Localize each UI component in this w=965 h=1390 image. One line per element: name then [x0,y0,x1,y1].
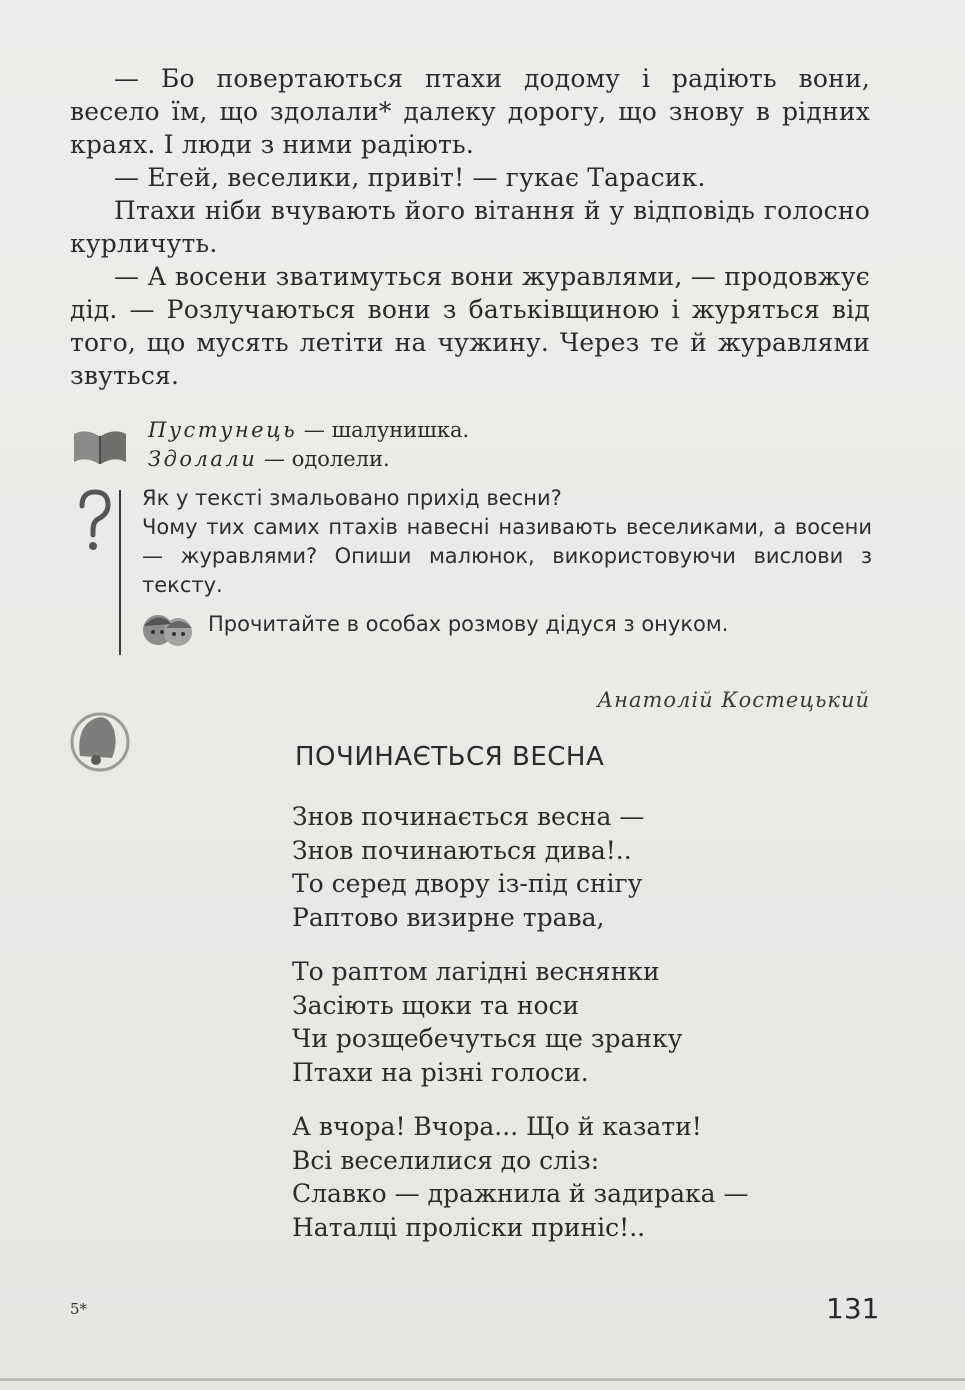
signature-mark: 5* [70,1300,88,1318]
poem-line: Чи розщебечуться ще зранку [292,1024,683,1053]
poem-line: Птахи на різні голоси. [292,1057,589,1087]
poem-author: Анатолій Костецький [597,688,870,712]
bell-icon [66,704,130,774]
story-paragraph-4: — А восени зватимуться вони журавлями, — продовжує дід. — Розлучаються вони з батьківщиною і журяться від того, що мусять летіти на чужину. Через те й журавлями звуться. [70,262,870,390]
story-paragraph-1: — Бо повертаються птахи додому і радіють вони, весело їм, що здолали* далеку дорогу, що знову в рідних краях. І люди з ними радіють. [70,64,870,159]
poem-line: Славко — дражнила й задирака — [292,1179,749,1208]
questions-block [142,484,872,600]
glossary [148,416,469,474]
poem-line: Засіють щоки та носи [292,990,580,1020]
glossary-term: Пустунець [148,418,298,442]
page-bottom-edge [0,1378,965,1381]
glossary-term: Здолали [148,447,258,471]
poem-line: Знов починаються дива!.. [292,835,632,865]
poem-stanza-1 [292,800,644,934]
story-text [70,62,870,392]
poem-line: Всі веселилися до сліз: [292,1145,600,1175]
glossary-entry-1 [148,416,469,445]
poem-stanza-3 [292,1110,749,1244]
question-mark-icon [74,488,114,554]
poem-line: Знов починається весна — [292,802,645,831]
questions-divider [119,490,121,655]
glossary-entry-2 [148,445,469,474]
question-2: Чому тих самих птахів навесні називають веселиками, а восени — журавлями? Опиши малюнок, використовуючи вислови з тексту. [142,515,872,597]
glossary-definition: — одолели. [264,447,390,471]
question-1: Як у тексті змальовано прихід весни? [142,486,562,510]
poem-line: То раптом лагідні веснянки [292,957,660,986]
poem-title: ПОЧИНАЄТЬСЯ ВЕСНА [295,742,605,772]
story-paragraph-3: Птахи ніби вчувають його вітання й у відповідь голосно курличуть. [70,196,870,258]
page-number: 131 [826,1292,880,1325]
glossary-definition: — шалунишка. [303,418,470,442]
poem-line: То серед двору із-під снігу [292,869,643,898]
poem-line: Наталці проліски приніс!.. [292,1212,646,1242]
poem-line: А вчора! Вчора... Що й казати! [292,1112,702,1141]
children-faces-icon [140,602,196,654]
poem-stanza-2 [292,955,682,1089]
poem-line: Раптово визирне трава, [292,902,605,932]
reading-task: Прочитайте в особах розмову дідуся з онуком. [208,612,729,636]
story-paragraph-2: — Егей, веселики, привіт! — гукає Тарасик. [114,163,706,192]
open-book-icon [70,424,130,468]
